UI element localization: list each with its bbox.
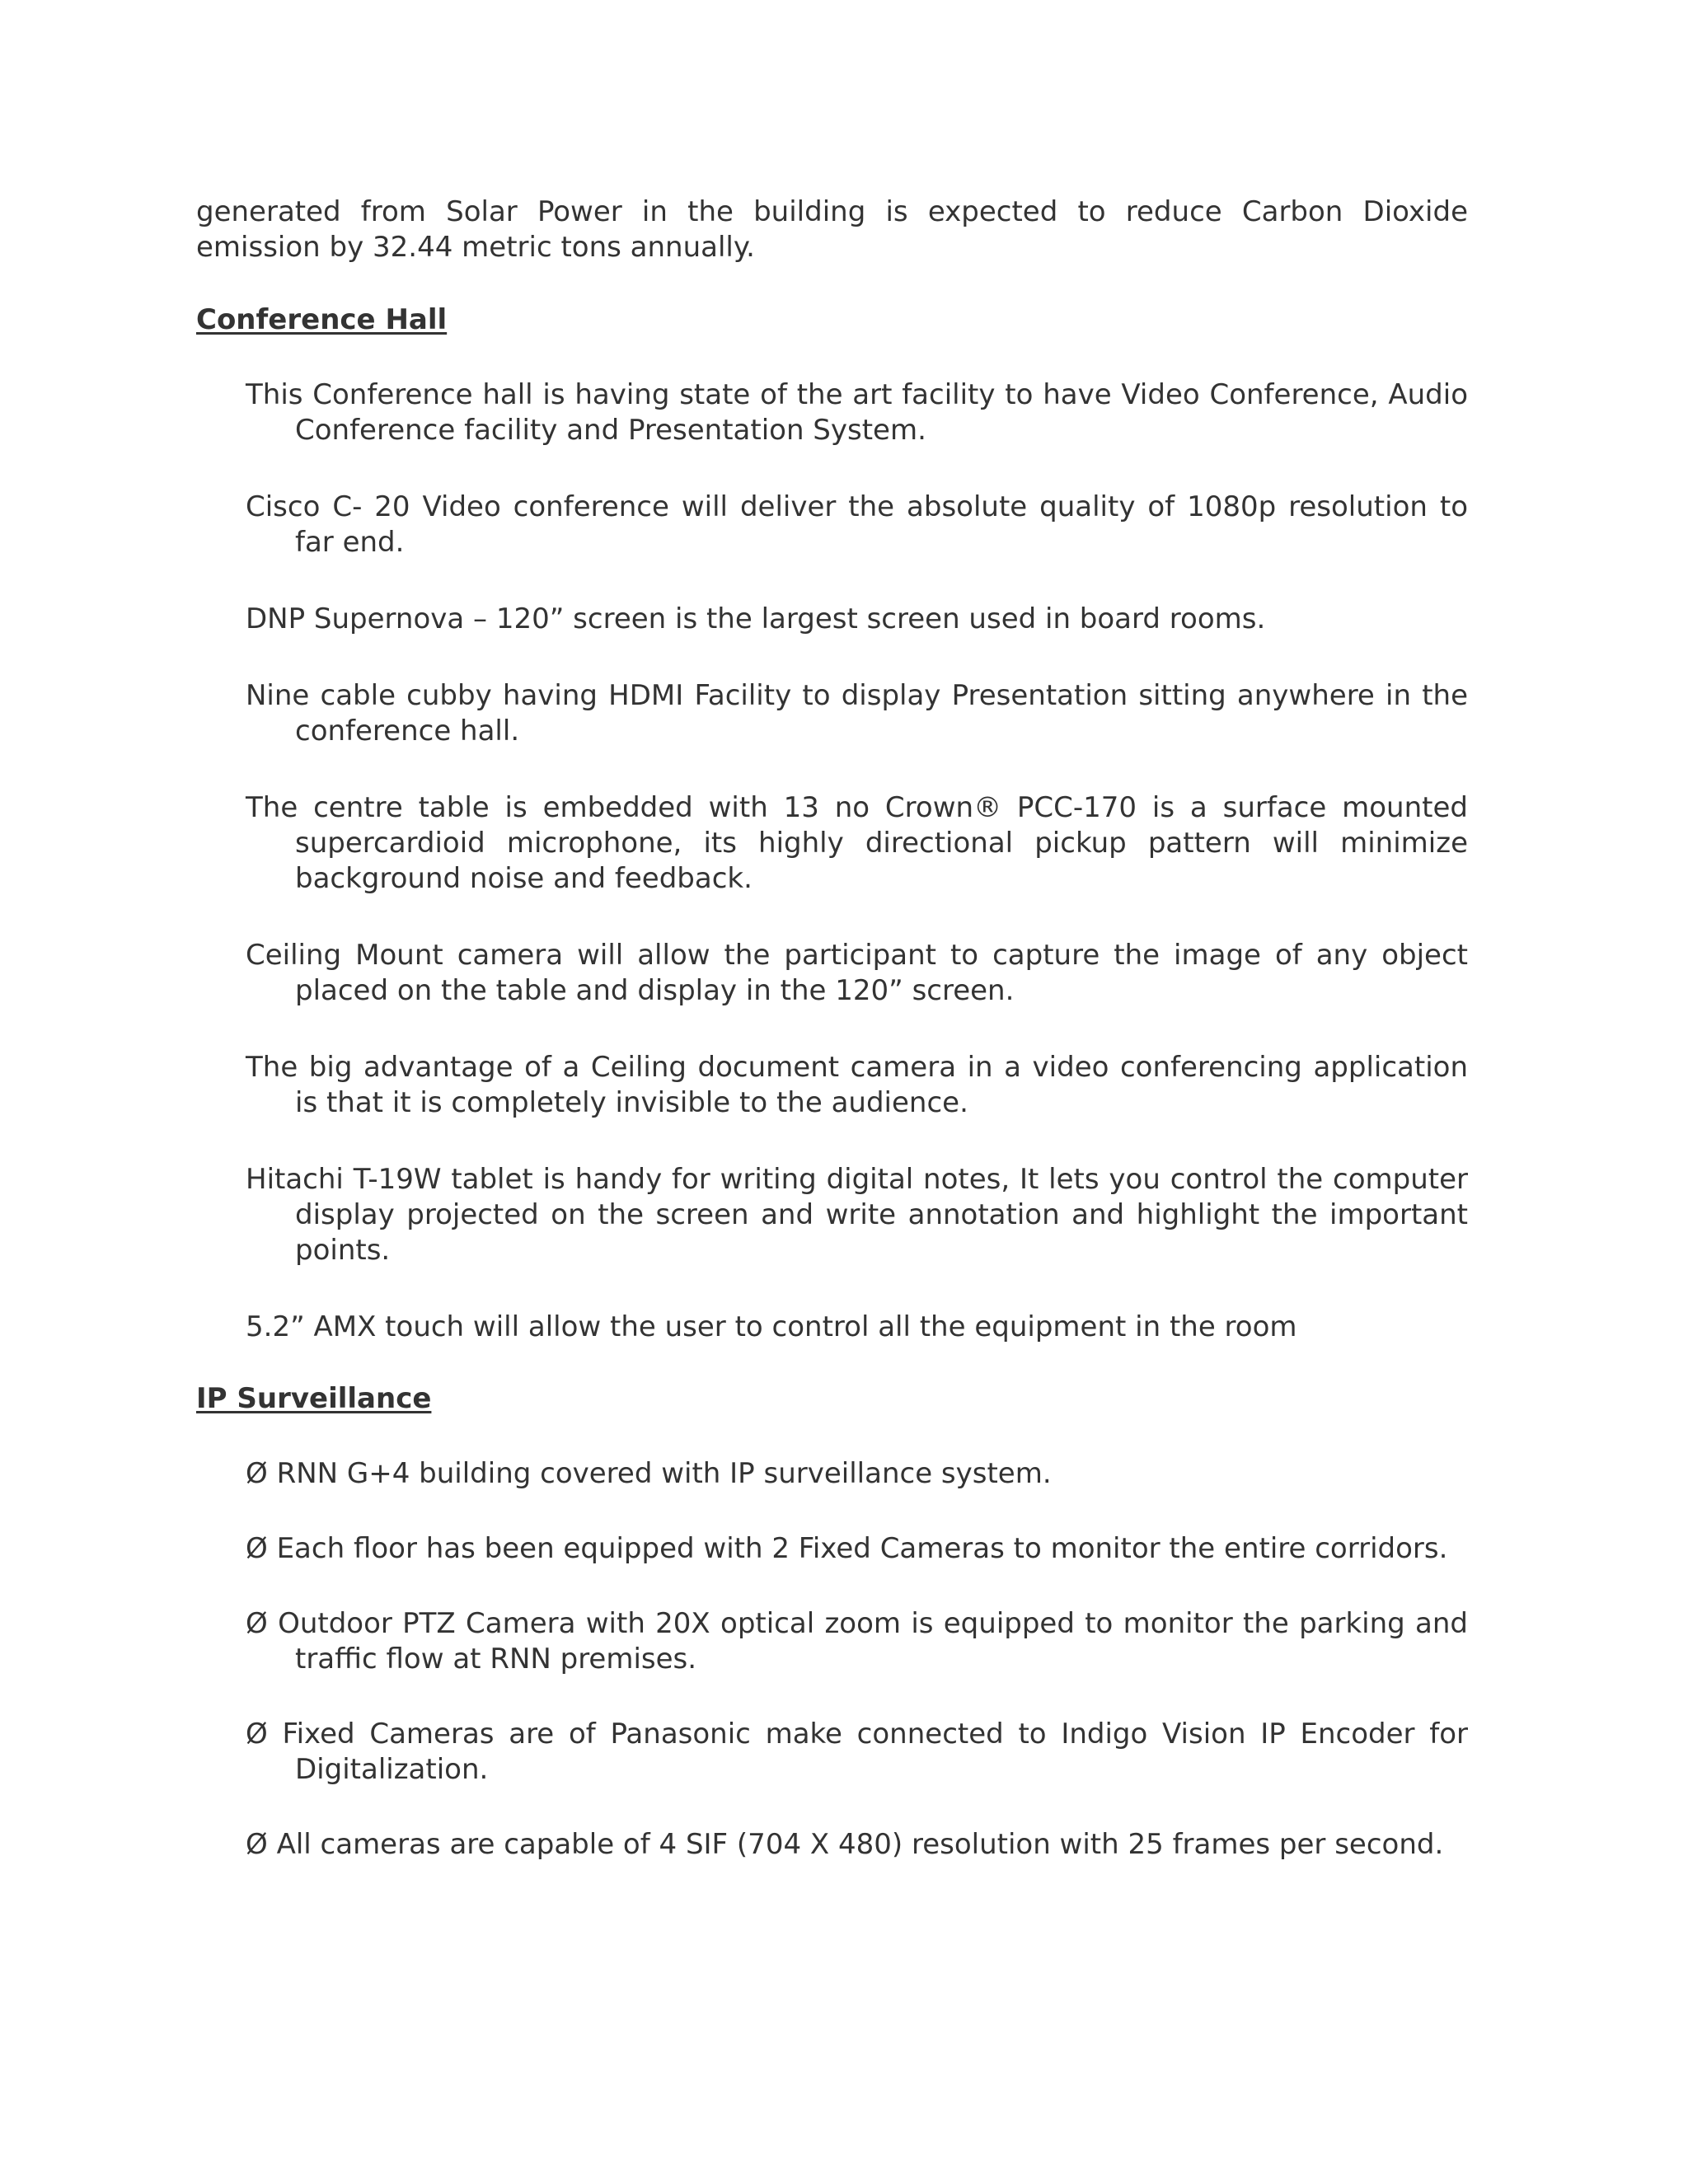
conference-hall-heading: Conference Hall [196, 303, 448, 336]
list-item: The big advantage of a Ceiling document camera in a video conferencing application is that it is completely invisible to the audience. [246, 1051, 1468, 1119]
list-item: Ceiling Mount camera will allow the participant to capture the image of any object placed on the table and display in the 120” screen. [246, 939, 1468, 1007]
bullet-icon: Ø [246, 1828, 268, 1861]
list-item: Hitachi T-19W tablet is handy for writing digital notes, It lets you control the computer display projected on the screen and write annotation and highlight the important points. [246, 1163, 1468, 1267]
intro-paragraph: generated from Solar Power in the building is expected to reduce Carbon Dioxide emission by 32.44 metric tons annually. [196, 195, 1468, 264]
document-page [196, 194, 1468, 1902]
list-item [246, 1827, 1468, 1863]
list-item-text: All cameras are capable of 4 SIF (704 X 480) resolution with 25 frames per second. [276, 1828, 1444, 1861]
list-item: This Conference hall is having state of the art facility to have Video Conference, Audio Conference facility and Presentation System. [246, 378, 1468, 447]
bullet-icon: Ø [246, 1532, 268, 1565]
list-item-text: Outdoor PTZ Camera with 20X optical zoom is equipped to monitor the parking and traffic flow at RNN premises. [278, 1607, 1468, 1675]
bullet-icon: Ø [246, 1607, 268, 1640]
list-item: 5.2” AMX touch will allow the user to control all the equipment in the room [246, 1310, 1297, 1343]
ip-surveillance-list [196, 1456, 1468, 1863]
bullet-icon: Ø [246, 1457, 268, 1490]
list-item: Cisco C- 20 Video conference will deliver the absolute quality of 1080p resolution to far end. [246, 490, 1468, 559]
ip-surveillance-heading: IP Surveillance [196, 1382, 432, 1415]
list-item: Nine cable cubby having HDMI Facility to display Presentation sitting anywhere in the conference hall. [246, 679, 1468, 748]
list-item [246, 1717, 1468, 1788]
list-item-text: RNN G+4 building covered with IP surveillance system. [276, 1457, 1052, 1490]
list-item [246, 1456, 1468, 1492]
list-item: DNP Supernova – 120” screen is the largest screen used in board rooms. [246, 602, 1266, 635]
list-item [246, 1606, 1468, 1677]
bullet-icon: Ø [246, 1718, 268, 1750]
list-item: The centre table is embedded with 13 no Crown® PCC-170 is a surface mounted supercardioid microphone, its highly directional pickup pattern will minimize background noise and feedback. [246, 791, 1468, 895]
list-item-text: Each floor has been equipped with 2 Fixed Cameras to monitor the entire corridors. [276, 1532, 1448, 1565]
conference-hall-list [196, 377, 1468, 1345]
list-item-text: Fixed Cameras are of Panasonic make connected to Indigo Vision IP Encoder for Digitalization. [282, 1718, 1469, 1786]
list-item [246, 1531, 1468, 1567]
